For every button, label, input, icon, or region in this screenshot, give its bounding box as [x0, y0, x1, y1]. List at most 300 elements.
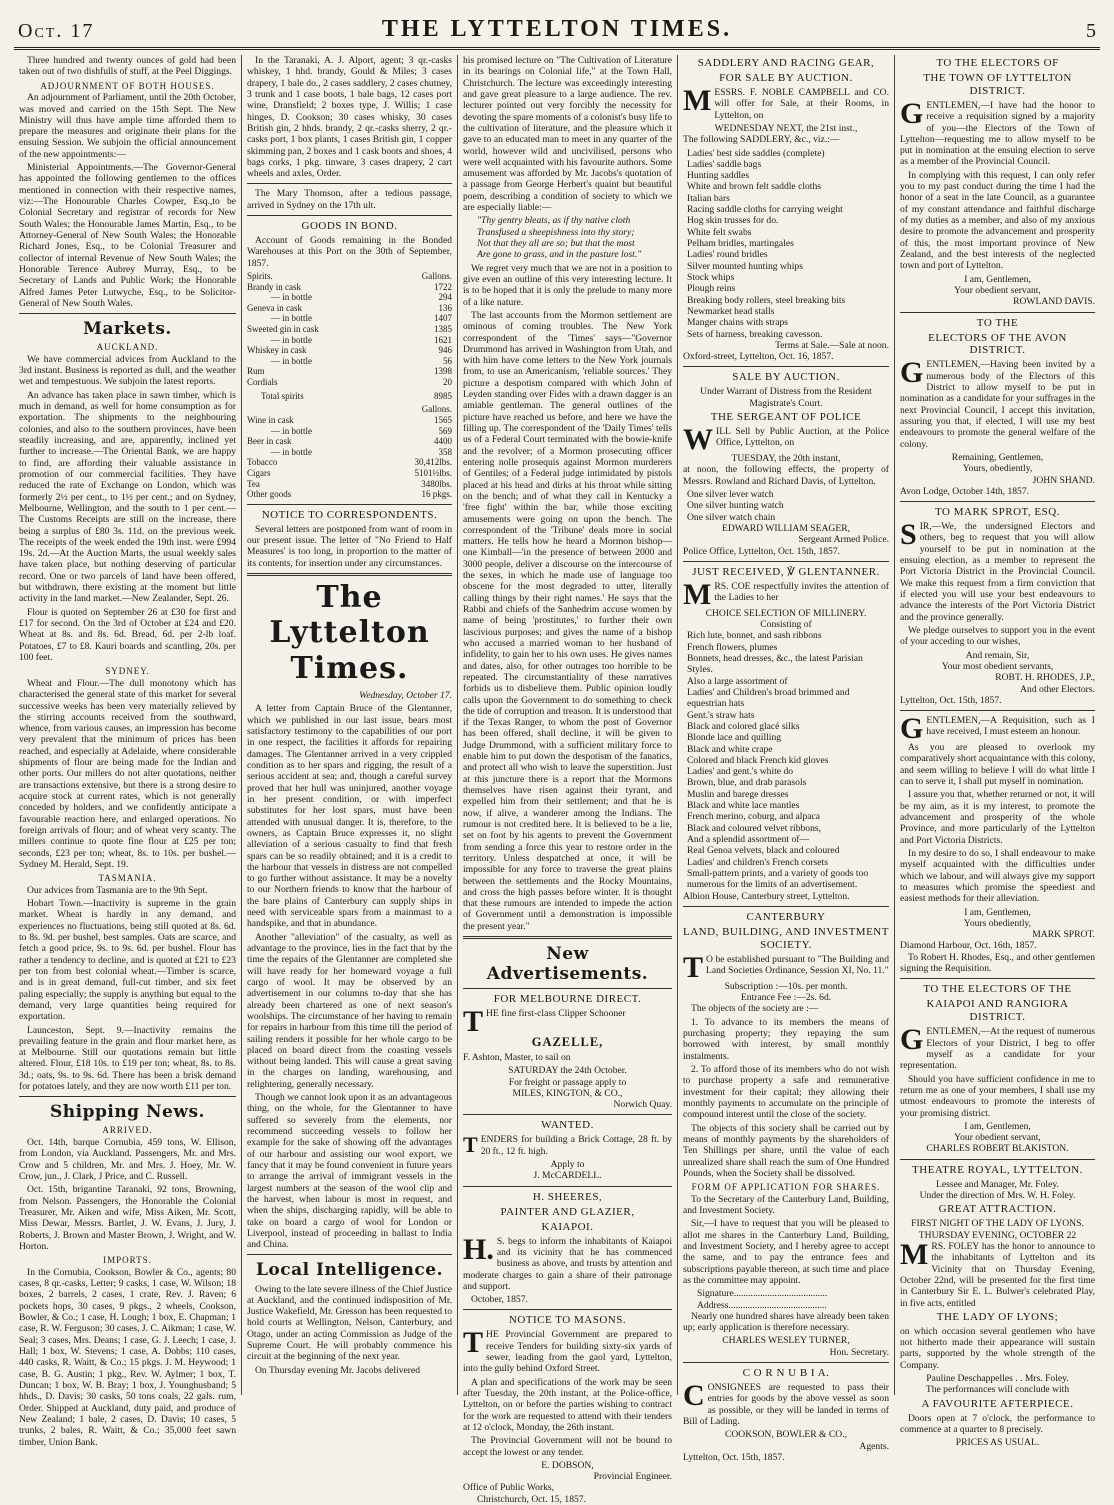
coe-consisting: Consisting of: [760, 619, 812, 631]
list-item: Ladies' and children's French corsets: [687, 856, 828, 868]
theatre-conclude: The performances will conclude with: [925, 1384, 1070, 1396]
coe-choice: CHOICE SELECTION OF MILLINERY.: [705, 607, 867, 619]
sydney-paragraph: Wheat and Flour.—The dull monotony which has characterised the general state of this market for several successive weeks has been very materially relieved by the stirring accounts received from the southward, whence, from various causes, an impression has become very prevalent that the minimum of prices has been reached, and especially at Adelaide, where considerable shipments of flour are being made for the Indian and other ports. Our millers do not alter quotations, neither are transactions extensive, but there is a strong desire to acquire stock at current rates, which is not generally conceded by holders, and we confidently anticipate a favourable reaction here, and enlarged operations. No foreign arrivals of flour; and of wheat very scanty. The millers continue to quote fine flour at £25 per ton; seconds, £23 per ton; wheat, 8s. to 10s. per bushel.—Sydney M. Herald, Sept. 19.: [19, 677, 236, 870]
bond-item-name: — in bottle: [271, 355, 312, 366]
regret-paragraph: We regret very much that we are not in a position to give even an outline of this very interesting lecture. It is to be hoped that it is only the prelude to many more of a like nature.: [463, 262, 672, 308]
sprot-pledge: We pledge ourselves to support you in the event of your acceding to our wishes,: [900, 624, 1095, 648]
society-heading: CANTERBURY: [746, 910, 826, 923]
society-objects: The objects of the society are :—: [691, 1003, 819, 1015]
bond-intro: Account of Goods remaining in the Bonded Warehouses at this Port on the 30th of September, 1857.: [247, 235, 452, 269]
drop-cap: G: [900, 1023, 924, 1057]
list-item: Pelham bridles, martingales: [687, 238, 794, 249]
theatre-play: THE LADY OF LYONS;: [936, 1310, 1059, 1323]
sprot-date: Lyttelton, Oct. 15th, 1857.: [900, 694, 1002, 706]
bond-item-name: Whiskey in cask: [247, 345, 307, 356]
notice-heading: NOTICE TO CORRESPONDENTS.: [261, 508, 438, 521]
sale-paragraph: WILL Sell by Public Auction, at the Police Office, Lyttelton, on: [683, 423, 889, 456]
table-row: [247, 303, 452, 314]
bond-item-value: 4400: [434, 436, 452, 447]
list-item: Gent.'s straw hats: [687, 709, 755, 721]
bond-item-value: 569: [438, 425, 452, 436]
table-row: [247, 426, 452, 437]
saddlery-when: WEDNESDAY NEXT, the 21st inst.,: [714, 122, 858, 134]
adjournment-heading: ADJOURNMENT OF BOTH HOUSES.: [40, 80, 215, 91]
leader-paragraph: A letter from Captain Bruce of the Glentanner, which we published in our last issue, bears most satisfactory testimony to the capabilities of our port in one respect, the facilities it affords for repairing damages. The Glentanner arrived in a very crippled condition as to her spars and rigging, the result of a serious accident at sea; and, though a careful survey proved that her hull was uninjured, another voyage in her present condition, or with imperfect substitutes for her lost spars, must have been attended with unusual danger. It is, therefore, to the owners, as Captain Bruce expresses it, no slight alleviation of a serious casualty to find that fresh spars can be so readily obtained; and it is a credit to the harbour that vessels in distress are not compelled to go further without assistance. It may be a novelty to our Northern friends to know that the harbour of the bare plains of Canterbury can supply ships in need with serviceable spars from a mainmast to a handspike, and that in abundance.: [247, 703, 452, 930]
table-row: [247, 489, 452, 500]
melbourne-paragraph: THE fine first-class Clipper Schooner: [463, 1005, 626, 1039]
melbourne-apply: For freight or passage apply to: [508, 1076, 627, 1088]
saddlery-following: The following SADDLERY, &c., viz.:—: [683, 134, 840, 146]
list-item: Ladies' round bridles: [687, 249, 768, 261]
mary-thomson-paragraph: The Mary Thomson, after a tedious passage, arrived in Sydney on the 17th ult.: [247, 188, 452, 211]
list-item: Plough reins: [687, 283, 736, 295]
table-row: [247, 436, 452, 447]
form-signature: Signature.......................................: [697, 1288, 828, 1300]
gallons-label: Gallons.: [421, 270, 452, 281]
divider: [900, 710, 1095, 711]
coe-heading: JUST RECEIVED, ℣ GLENTANNER.: [692, 565, 880, 578]
saddlery-sub: FOR SALE BY AUCTION.: [719, 71, 853, 84]
melbourne-place: Norwich Quay.: [613, 1099, 672, 1111]
sheeres-date: October, 1857.: [471, 1294, 528, 1306]
shand-paragraph: GENTLEMEN,—Having been invited by a numerous body of the Electors of this District to allow myself to be put in nomination as a candidate for your suffrages in the next Provincial Council, I accept this invitation, assuring you that, if elected, I will use my best endeavours to promote the general welfare of the colony.: [900, 356, 1095, 450]
reply-paragraph-4: In my desire to do so, I shall endeavour to make myself acquainted with the difficulties under which we labour, and will always give my support to measures which promise the speediest and easiest methods for their alleviation.: [900, 847, 1095, 905]
column-3: [457, 55, 677, 1505]
davis-heading: TO THE ELECTORS OF: [936, 57, 1059, 69]
davis-close: I am, Gentlemen,: [964, 273, 1031, 285]
issue-date: Oct. 17: [18, 20, 95, 42]
table-row: [247, 468, 452, 479]
divider: [463, 936, 672, 939]
coe-paragraph: MRS. COE respectfully invites the attention of the Ladies to her: [683, 577, 889, 611]
shand-heading: TO THE: [976, 316, 1019, 329]
blakiston-close: I am, Gentlemen,: [964, 1120, 1031, 1132]
column-4: [677, 55, 894, 1463]
society-entrance: Entrance Fee :—2s. 6d.: [740, 992, 832, 1004]
sale-heading: SALE BY AUCTION.: [732, 371, 840, 384]
table-row: [247, 324, 452, 335]
list-item: French flowers, plumes: [687, 641, 778, 653]
wanted-apply: Apply to: [550, 1159, 585, 1171]
drop-cap: M: [900, 1237, 929, 1271]
masons-name: E. DOBSON,: [541, 1459, 594, 1471]
bond-item-name: — in bottle: [271, 292, 312, 303]
coe-list: [683, 630, 889, 890]
drop-cap: C: [683, 1379, 705, 1413]
sale-name: EDWARD WILLIAM SEAGER,: [722, 522, 850, 534]
mormon-paragraph: The last accounts from the Mormon settlement are ominous of coming troubles. The New York correspondent of the 'Times' says—"Governor Drummond has arrived in Washington from Utah, and with him have come letters to the New York journals from, to use an Americanism, 'reliable sources.' They picture a despotism compared with which John of Leyden standing over Fides with a drawn dagger is an amiable gentleman. The general outlines of the picture have reached us before, and here we have the filling up. The correspondent of the 'Daily Times' tells us of a Federal Court terminated with the bowie-knife and the revolver; of a Mormon prosecuting officer entering nolle prosequis against Mormon murderers of Gentiles; of a Federal judge intimidated by pistols placed at his head and dirks at his throat while sitting on the bench; and of what they call in Kentucky a 'free fight' within the bar, while those exciting amusements were going on upon the bench. The correspondent of the 'Tribune' deals more in social matters. He tells how he heard a Mormon bishop—one Kimball—'in the presence of between 2000 and 3000 people, deliver a discourse on the intercourse of the sexes, in which he made use of language too obscene for the most degraded to utter, literally calling things by their right names.' He says that the Rabbi and chiefs of the Sanhedrim accuse women by name of being 'prostitutes,' to further their own lascivious purposes; and gives the name of a bishop who accused a married woman to her husband of infidelity, to gain her to his own uses. He gives names and dates, also, for other outrages too horrible to be repeated. The circumstantiality of these narratives forbids us to disbelieve them. Public opinion loudly calls upon the Government to do something to check the tide of corruption and treason. It is understood that if the Texas Ranger, to whom the post of Governor has been offered, shall decline, it will be given to Judge Drummond, with a sufficient military force to enable him to put down the despotism of the fanatics, and protect all who wish to leave the superstition. Just at this juncture there is a report that the Mormons themselves have risen against their tyrant, and expelled him from their settlement; and that he is now, if alive, a wanderer among the Indians. The rumour is not credited here. It is believed to be a lie, set on foot by his agents to prevent the Government from sending a force this year to restore order in the territory. Unless despatched at once, it will be impossible for any force to traverse the great plains between the settlements and the Rocky Mountains, and cross the high passes before winter. It is thought that these rumours are intended to impede the action of Government until a demonstration is impossible the present year.": [463, 309, 672, 932]
form-name: CHARLES WESLEY TURNER,: [722, 1335, 850, 1347]
shipping-heading: Shipping News.: [50, 1102, 205, 1123]
bond-item-value: 1621: [434, 334, 452, 345]
table-row: [247, 356, 452, 367]
hobart-paragraph: Hobart Town.—Inactivity is supreme in the grain market. Wheat is hardly in any demand, and experiences no fluctuations, being still quoted at 8s. 6d. to 8s. 9d. per bushel, best samples. Oats are scarce, and fetch a good price, 9s. to 9s. 6d. per bushel. Flour has rather a tendency to decline, and is quoted at £21 to £23 per ton from best colonial wheat.—Timber is scarce, and is in great demand, full-cut timber, and six feet paling especially; the supply is anything but equal to the demand, very large quantities being required for exportation.: [19, 898, 236, 1023]
arrived-heading: ARRIVED.: [102, 1125, 153, 1136]
drop-cap: T: [683, 950, 704, 984]
bond-item-name: Cordials: [247, 377, 278, 388]
sale-warrant: Under Warrant of Distress from the Resident Magistrate's Court.: [700, 386, 872, 409]
shand-close: Remaining, Gentlemen,: [951, 451, 1044, 463]
list-item: Rich lute, bonnet, and sash ribbons: [687, 630, 822, 642]
newspaper-title: THE LYTTELTON TIMES.: [381, 16, 733, 42]
divider: [900, 1159, 1095, 1160]
gold-paragraph: Three hundred and twenty ounces of gold had been taken out of two dishfulls of stuff, at the Peel Diggings.: [19, 55, 236, 78]
list-item: White felt swabs: [687, 226, 752, 238]
masons-heading: NOTICE TO MASONS.: [508, 1314, 627, 1327]
davis-paragraph: GENTLEMEN,—I have had the honor to receive a requisition signed by a majority of you—the Electors of the Town of Lyttelton—requesting me to allow myself to be put in nomination at the ensuing election to serve as a member of the Provincial Council.: [900, 96, 1095, 168]
table-row: [247, 447, 452, 458]
bond-spirits-table: [247, 271, 452, 388]
reply-paragraph-3: I assure you that, whether returned or not, it will be my aim, as it is my interest, to promote the advancement and prosperity of the whole Province, and more particularly of the Lyttelton and Port Victoria Districts.: [900, 789, 1095, 846]
table-row: [247, 415, 452, 426]
sprot-paragraph: SIR,—We, the undersigned Electors and others, beg to request that you will allow yourself to be put in nomination at the ensuing election, as a member to represent the Port Victoria District in the Provincial Council. We make this request from a firm conviction that if elected you will use your best endeavours to advance the interests of the Port Victoria District and the province generally.: [900, 518, 1095, 623]
table-row: [247, 479, 452, 490]
form-paragraph: Sir,—I have to request that you will be pleased to allot me shares in the Canterbury Land, Building, and Investment Society, and I hereby agree to accept the same, and to pay the entrance fees and subscriptions payable thereon, at such time and place as the committee may appoint.: [683, 1218, 889, 1286]
drop-cap: H.: [463, 1232, 494, 1266]
bond-item-name: Rum: [247, 366, 265, 377]
taranaki-paragraph: In the Taranaki, A. J. Alport, agent; 3 qr.-casks whiskey, 1 hhd. brandy, Gould & Miles; 3 cases drapery, 1 bale do., 2 cases saddlery, 2 cases chutney, 3 trunk and 1 case boots, 1 bale bags, 12 cases port wine, Dransfield; 2 boxes type, J. Willis; 1 case hinges, D. Cookson; 30 cases whisky, 30 cases British gin, 2 hhds. brandy, 2 qr.-casks sherry, 2 qr.-casks port, 1 box plants, 1 cases British gin, 1 copper skimming pan, 2 boxes and 1 cask boots and shoes, 4 bags corks, 1 pkg. tinware, 3 cases drapery, 2 cart wheels and axles, Order.: [247, 55, 452, 180]
divider: [247, 183, 452, 184]
form-taken: Nearly one hundred shares have already been taken up; early application is therefore necessary.: [683, 1310, 889, 1334]
advance-paragraph: An advance has taken place in sawn timber, which is much in demand, as well for home consumption as for exportation. The shipments to the neighbouring colonies, and also to the southern provinces, have been steadily increasing, and are, apparently, inclined yet further to increase.—The Oriental Bank, we are happy to find, are affording their valuable assistance in promotion of our commercial facilities. They have reduced the rate of Exchange on London, which was formerly 2½ per cent., to 1½ per cent.; and on Sydney, Melbourne, Wellington, and the south to 1 per cent.—The Customs Receipts are still on the increase, there being a surplus of £80 3s. 11d. on the previous week. The receipts of the week ended the 19th inst. were £994 19s. 2d.—At the Auction Marts, the usual weekly sales have taken place, but nothing deserving of particular record. One or two parcels of land have been offered, but withdrawn, there existing at the moment but little activity in the land market.—New Zealander, Sept. 26.: [19, 389, 236, 605]
jacobs-paragraph: On Thursday evening Mr. Jacobs delivered: [255, 1364, 421, 1376]
column-1: [14, 55, 241, 1448]
list-item: Muslin and barege dresses: [687, 788, 789, 800]
theatre-attraction: GREAT ATTRACTION.: [938, 1203, 1057, 1216]
sheeres-heading: H. SHEERES,: [532, 1190, 603, 1203]
sale-property: at noon, the following effects, the property of Messrs. Rowland and Richard Davis, of Lyttelton.: [683, 464, 889, 487]
cornubia-agents-title: Agents.: [859, 1440, 889, 1452]
divider: [463, 988, 672, 989]
bond-item-name: — in bottle: [271, 334, 312, 345]
bond-item-name: — in bottle: [271, 313, 312, 324]
list-item: Newmarket head stalls: [687, 305, 775, 317]
society-object-2: 2. To afford those of its members who do not wish to purchase property a safe and remunerative investment for their capital; they allowing their monthly payments to accumulate on the principle of compound interest until the close of the society.: [683, 1064, 889, 1121]
divider: [900, 501, 1095, 502]
saddlery-date: Oxford-street, Lyttelton, Oct. 16, 1857.: [683, 351, 834, 363]
divider: [683, 366, 889, 367]
list-item: Black and white lace mantles: [687, 800, 800, 812]
cornubia-date: Lyttelton, Oct. 15th, 1857.: [683, 1451, 785, 1463]
blakiston-heading-2: KAIAPOI AND RANGIORA DISTRICT.: [926, 998, 1069, 1024]
bond-item-value: 5101½lbs.: [414, 467, 452, 478]
shand-date: Avon Lodge, October 14th, 1857.: [900, 485, 1030, 497]
reply-name: MARK SPROT.: [1032, 929, 1095, 941]
reply-date: Diamond Harbour, Oct. 16th, 1857.: [900, 940, 1037, 952]
drop-cap: G: [900, 96, 924, 130]
sprot-close: And remain, Sir,: [965, 649, 1030, 661]
lecture-paragraph: his promised lecture on "The Cultivation of Literature in its bearings on Colonial life," at the Town Hall, Christchurch. The lecture was exceedingly interesting and gave great pleasure to a large audience. The rev. lecturer pointed out very forcibly the necessity for devoting the spare moments of a colonist's busy life to the cultivation of literature, and the pleasure which it gave to an educated man to meet in any quarter of the world, however wild and uncivilised, persons who were well acquainted with his favourite authors. Some amusement was afforded by Mr. Jacobs's quotation of a passage from George Herbert's quaint but beautiful poem, describing a condition of society to which we are especially liable:—: [463, 55, 672, 214]
reply-close-2: Yours obediently,: [963, 917, 1032, 929]
bond-item-value: 56: [443, 355, 452, 366]
cornubia-agents: COOKSON, BOWLER & CO.,: [724, 1429, 848, 1441]
imports-paragraph: In the Cornubia, Cookson, Bowler & Co., agents; 80 cases, 8 qr.-casks, Letter; 9 casks, 1 case, W. Wilson; 18 boxes, 2 barrels, 2 cases, 1 crate, Rev. J. Raven; 6 pockets hops, 30 cases, 9 pkgs., 2 wheels, Cookson, Bowler, & Co.; 1 case, H. Lough; 1 box, E. Chapman; 1 case, R. W. Ferguson; 30 cases, J. C. Aikman; 1 case, W. Seal; 3 cases, Mrs. Deans; 1 case, G. J. Leech; 1 case, J. Hall; 1 box, W. Stevens; 1 case, A. Dobbs; 110 cases, 440 casks, R. Waitt, & Co.; 15 pkgs. J. M. Heywood; 1 case, B. G. Austin; 1 pkg., Rev. W. Aylmer; 1 box, T. Duncan; 1 box, W. B. Bray; 1 box, J. Younghusband; 5 hhds., D. Davis; 30 casks, 50 tons coals, 22 gals. rum, Order. Shipped at Auckland, duty paid, and produce of New Zealand; 1 bale, 2 cases, D. Davis; 10 cases, 5 trunks, 2 bales, R. Waitt, & Co.; 35,000 feet sawn timber, Union Bank.: [19, 1266, 236, 1448]
list-item: White and brown felt saddle cloths: [687, 181, 822, 193]
poem-block: [477, 215, 672, 260]
divider: [19, 1096, 236, 1097]
list-item: Small-pattern prints, and a variety of goods too numerous for the limits of an advertisement.: [687, 867, 869, 891]
divider: [683, 561, 889, 562]
table-row: [247, 313, 452, 324]
poem-line: Not that they all are so; but that the most: [477, 238, 635, 249]
bond-item-value: 1722: [434, 281, 452, 292]
drop-cap: W: [683, 423, 713, 456]
masons-paragraph: THE Provincial Government are prepared to receive Tenders for building sixty-six yards of sewer, leading from the gaol yard, Lyttelton, into the gully behind Oxford Street.: [463, 1326, 672, 1375]
theatre-paragraph: MRS. FOLEY has the honor to announce to the inhabitants of Lyttelton and its Vicinity that on Thursday Evening, October 22nd, will be presented for the first time in Canterbury Sir E. L. Bulwer's celebrated Play, in five acts, entitled: [900, 1237, 1095, 1309]
theatre-cast: Pauline Deschappelles . . Mrs. Foley.: [926, 1373, 1069, 1385]
spirits-label: Spirits.: [247, 270, 273, 281]
cornubia-heading: C O R N U B I A.: [742, 1367, 830, 1380]
bond-other-table: [247, 404, 452, 499]
table-row: [247, 457, 452, 468]
tasmania-heading: TASMANIA.: [98, 873, 157, 884]
theatre-direction: Under the direction of Mrs. W. H. Foley.: [919, 1190, 1076, 1202]
society-heading-2: LAND, BUILDING, AND INVESTMENT SOCIETY.: [683, 925, 889, 951]
table-header-row: [247, 271, 452, 282]
bond-item-name: — in bottle: [271, 446, 312, 457]
divider: [247, 504, 452, 505]
reply-to: To Robert H. Rhodes, Esq., and other gentlemen signing the Requisition.: [900, 951, 1095, 975]
markets-heading: Markets.: [83, 319, 172, 340]
total-label: Total spirits: [261, 390, 304, 401]
melbourne-master: F. Ashton, Master, to sail on: [463, 1051, 571, 1063]
sheeres-place: KAIAPOI.: [541, 1220, 594, 1233]
sale-title: Sergeant Armed Police.: [798, 534, 889, 546]
form-heading: FORM OF APPLICATION FOR SHARES.: [691, 1182, 881, 1193]
bond-item-name: Brandy in cask: [247, 281, 301, 292]
sheeres-sub: PAINTER AND GLAZIER,: [500, 1205, 635, 1218]
davis-paragraph-2: In complying with this request, I can only refer you to my past conduct during the time I had the honor of a seat in the late Council, as a guarantee of my constant attendance and faithful discharge of my duties as a member, and also of my anxious desire to promote the advancement and prosperity of this, the most important province of New Zealand, and the best interests of the neglected town and port of Lyttelton.: [900, 169, 1095, 272]
list-item: Ladies' saddle bags: [687, 158, 762, 170]
leader-masthead: The Lyttelton Times.: [269, 579, 430, 686]
columns: [14, 55, 1100, 1505]
sale-sergeant: THE SERGEANT OF POLICE: [710, 411, 862, 424]
blakiston-paragraph-2: Should you have sufficient confidence in me to return me as one of your members, I shall use my utmost endeavours to promote the interests of your promising district.: [900, 1073, 1095, 1119]
page-number: 5: [1086, 20, 1096, 42]
theatre-lessee: Lessee and Manager, Mr. Foley.: [936, 1178, 1059, 1190]
shand-name: JOHN SHAND.: [1032, 474, 1095, 486]
davis-name: ROWLAND DAVIS.: [1013, 296, 1095, 308]
sale-list: [683, 489, 889, 523]
table-row: [247, 366, 452, 377]
list-item: Manger chains with straps: [687, 317, 788, 329]
list-item: Ladies' and gent.'s white do: [687, 766, 794, 778]
masons-plan: A plan and specifications of the work may be seen after Tuesday, the 20th instant, at the Police-office, Lyttelton, on or before the parties wishing to contract for the work are requested to attend with their tenders at 12 o'clock, Monday, the 26th instant.: [463, 1376, 672, 1433]
bond-item-name: Tea: [247, 478, 260, 489]
sale-when: TUESDAY, the 20th instant,: [731, 453, 841, 464]
local-paragraph: Owing to the late severe illness of the Chief Justice at Auckland, and the continued indisposition of Mr. Justice Wakefield, Mr. Gresson has been requested to hold courts at Wellington, Nelson, Canterbury, and Otago, under an acting Commission as Judge of the Supreme Court. He will probably commence his circuit at the beginning of the next year.: [247, 1283, 452, 1363]
table-row: [247, 377, 452, 388]
society-subscription: Subscription :—10s. per month.: [724, 980, 848, 992]
divider: [247, 573, 452, 576]
theatre-occasion: on which occasion several gentlemen who have not hitherto made their appearance will sustain parts, supported by the whole strength of the Company.: [900, 1325, 1095, 1371]
divider: [463, 1114, 672, 1115]
table-row: [247, 292, 452, 303]
list-item: Hunting saddles: [687, 170, 750, 182]
list-item: Black and coloured velvet ribbons,: [687, 822, 822, 834]
ministerial-paragraph: Ministerial Appointments.—The Governor-General has appointed the following gentlemen to the offices mentioned in connection with their respective names, viz:—The Honourable Charles Cowper, Esq.,to be Colonial Secretary and registrar of records for New South Wales; the Honourable James Martin, Esq., to be Attorney-General of New South Wales; the Honorable Richard Jones, Esq., to be Colonial Treasurer and collector of internal Revenue of New South Wales; the Honorable Terence Aubrey Murray, Esq., to be Secretary of Lands and Public Work; the Honorable Alfred James Peter Lutwyche, Esq., to be Solicitor-General of New South Wales.: [19, 162, 236, 309]
masons-date: Christchurch, Oct. 15, 1857.: [477, 1493, 586, 1505]
form-title: Hon. Secretary.: [829, 1346, 889, 1358]
drop-cap: G: [900, 356, 924, 390]
blakiston-close-2: Your obedient servant,: [954, 1132, 1041, 1144]
divider: [463, 1186, 672, 1187]
shand-close-2: Yours, obediently,: [962, 463, 1033, 475]
blakiston-paragraph: GENTLEMEN,—At the request of numerous Electors of your District, I beg to offer myself as a candidate for your representation.: [900, 1023, 1095, 1072]
divider: [19, 313, 236, 314]
divider: [900, 978, 1095, 979]
divider: [683, 1362, 889, 1363]
drop-cap: T: [463, 1132, 478, 1158]
bond-item-value: 1565: [434, 414, 452, 425]
table-row: [247, 391, 452, 402]
melbourne-heading: FOR MELBOURNE DIRECT.: [493, 993, 642, 1006]
divider: [900, 312, 1095, 313]
saddlery-heading: SADDLERY AND RACING GEAR,: [697, 57, 875, 69]
bond-item-value: 1385: [434, 324, 452, 335]
masons-title: Provincial Engineer.: [593, 1471, 672, 1483]
blakiston-name: CHARLES ROBERT BLAKISTON.: [926, 1143, 1069, 1155]
shand-heading-2: ELECTORS OF THE AVON DISTRICT.: [928, 331, 1067, 357]
melbourne-date: SATURDAY the 24th October.: [508, 1065, 627, 1077]
total-value: 8985: [434, 390, 452, 401]
bond-item-name: Sweeted gin in cask: [247, 324, 319, 335]
society-object-1: 1. To advance to its members the means of purchasing property; they repaying the sum borrowed with interest, by small monthly instalments.: [683, 1016, 889, 1062]
gallons-label: Gallons.: [421, 404, 452, 415]
drop-cap: T: [463, 1326, 484, 1360]
theatre-prices: PRICES AS USUAL.: [955, 1437, 1040, 1449]
sprot-name: ROBT. H. RHODES, J.P.,: [995, 672, 1095, 684]
theatre-afterpiece: A FAVOURITE AFTERPIECE.: [921, 1397, 1074, 1410]
list-item: One silver hunting watch: [687, 500, 784, 512]
davis-heading-2: THE TOWN OF LYTTELTON DISTRICT.: [923, 71, 1072, 97]
list-item: Silver mounted hunting whips: [687, 260, 803, 272]
list-item: Racing saddle cloths for carrying weight: [687, 204, 843, 216]
list-item: French merino, coburg, and alpaca: [687, 811, 821, 823]
bond-item-value: 294: [438, 292, 452, 303]
leader-paragraph: Another "alleviation" of the casualty, as well as advantage to the province, lies in the fact that by the time the repairs of the Glentanner are completed she will have ready for her homeward voyage a full cargo of wool. It may be observed by an advertisement in our columns to-day that she has already been chartered as one of next season's woolships. The circumstance of her having to remain for repairs in harbour from this time till the period of sailing renders it possible for her whole cargo to be placed on board direct from the coasting vessels without being landed. This will cause a great saving in the charges on landing, warehousing, and relightering, generally necessary.: [247, 931, 452, 1090]
list-item: Breaking body rollers, steel breaking bits: [687, 294, 846, 306]
poem-line: "Thy gentry bleats, as if thy native cloth: [477, 215, 631, 227]
blakiston-heading: TO THE ELECTORS OF THE: [923, 983, 1072, 996]
arrived-paragraph: Oct. 14th, barque Cornubia, 459 tons, W. Ellison, from London, via Auckland. Passengers, Mr. and Mrs. Crow and 5 children, Mr. and Mrs. J. Hoey, Mr. W. Crow, jun., J. Clark, J Price, and C. Russell.: [19, 1137, 236, 1183]
divider: [463, 1309, 672, 1310]
sprot-close-2: Your most obedient servants,: [941, 660, 1054, 672]
table-row: [247, 345, 452, 356]
leader-paragraph: Though we cannot look upon it as an advantageous thing, on the whole, for the Glentanner to have suffered so severely from the elements, nor recommend succeeding vessels to follow her example for the sake of showing off the advantages of our harbour and assisting our wool export, we fancy that it may be found convenient in future years to arrange the arrival of immigrant vessels in the largest numbers at the season of the wool clip and the harvest, when labour is most in request, and when the ships, discharging rapidly, will be able to take on board a cargo of wool for London or Liverpool, instead of proceeding in ballast to India and China.: [247, 1092, 452, 1251]
table-header-row: [247, 404, 452, 415]
theatre-first: FIRST NIGHT OF THE LADY OF LYONS.: [911, 1218, 1084, 1230]
reply-paragraph-2: As you are pleased to overlook my comparatively short acquaintance with this colony, and seem willing to believe I will do what little I can to serve it, I shall put myself in nomination.: [900, 742, 1095, 788]
table-row: [247, 282, 452, 293]
list-item: Hog skin trusses for do.: [687, 215, 779, 227]
bond-item-name: Cigars: [247, 467, 271, 478]
list-item: Stock whips: [687, 271, 735, 283]
list-item: Bonnets, head dresses, &c., the latest Parisian Styles.: [687, 653, 863, 676]
list-item: Ladies' and Children's broad brimmed and equestrian hats: [687, 686, 850, 710]
bond-item-value: 946: [438, 345, 452, 356]
list-item: Sets of harness, breaking cavesson.: [687, 328, 823, 340]
arrived-paragraph: Oct. 15th, brigantine Taranaki, 92 tons, Browning, from Nelson. Passengers, the Honorable the Colonial Treasurer, Mr. Aiken and wife, Miss Aiken, Mr. Scott, Miss Dewar, Messrs. Bartlet, J. W. Evans, J. Jury, J. Roberts, J. Brown and Master Brown, J. Wright, and W. Horton.: [19, 1184, 236, 1252]
drop-cap: S: [900, 518, 917, 552]
saddlery-list: [683, 148, 889, 340]
bond-item-value: 136: [438, 302, 452, 313]
theatre-when: THURSDAY EVENING, OCTOBER 22: [918, 1229, 1077, 1241]
reply-paragraph: GENTLEMEN,—A Requisition, such as I have received, I must esteem an honour.: [900, 712, 1095, 746]
new-ads-heading: New Advertisements.: [486, 944, 649, 985]
imports-heading: IMPORTS.: [103, 1255, 152, 1266]
list-item: And a splendid assortment of—: [687, 834, 810, 846]
list-item: Ladies' best side saddles (complete): [687, 147, 825, 159]
bond-item-name: Other goods: [247, 489, 292, 500]
drop-cap: M: [683, 83, 712, 117]
bond-item-name: Geneva in cask: [247, 302, 302, 313]
bond-item-value: 30,412lbs.: [414, 457, 452, 468]
bond-item-value: 358: [438, 446, 452, 457]
list-item: Blonde lace and quilling: [687, 732, 782, 744]
society-paragraph: T O be established pursuant to "The Building and Land Societies Ordinance, Session XI, No. 11.": [683, 950, 889, 984]
poem-line: Are gone to grass, and in the pasture lost.": [477, 249, 642, 261]
saddlery-intro: MESSRS. F. NOBLE CAMPBELL and CO. will offer for Sale, at their Rooms, in Lyttelton, on: [683, 83, 889, 121]
launceston-paragraph: Launceston, Sept. 9.—Inactivity remains the prevailing feature in the grain and flour market here, as at Melbourne. Still our quotations remain but little altered. Flour, £18 10s. to £19 per ton; wheat, 8s. to 8s. 3d.; oats, 9s. to 9s. 6d. There has been a brisk demand for potatoes lately, and they are now worth £11 per ton.: [19, 1024, 236, 1093]
bond-item-name: — in bottle: [271, 425, 312, 436]
list-item: Also a large assortment of: [687, 675, 788, 687]
theatre-doors: Doors open at 7 o'clock, the performance to commence at a quarter to 8 precisely.: [900, 1412, 1095, 1435]
poem-line: Transfused a sheepishness into thy story;: [477, 226, 635, 238]
bond-item-value: 1398: [434, 366, 452, 377]
list-item: One silver watch chain: [687, 511, 776, 523]
divider: [247, 1254, 452, 1255]
masthead: [14, 8, 1100, 50]
bond-item-name: Beer in cask: [247, 436, 292, 447]
list-item: Colored and black French kid gloves: [687, 754, 829, 766]
sprot-others: And other Electors.: [1020, 683, 1095, 695]
flour-paragraph: Flour is quoted on September 26 at £30 for first and £17 for second. On the 3rd of October at £24 and £20. Wheat at 8s. and 8s. 6d. Bread, 6d. per 2-lb loaf. Potatoes, £7 to £8. Kauri boards and scantling, 20s. per 100 feet.: [19, 606, 236, 663]
bond-item-name: Wine in cask: [247, 414, 294, 425]
adjournment-paragraph: An adjournment of Parliament, until the 20th October, was moved and carried on the 15th Sept. The New Ministry will thus have ample time afforded them to prepare the measures and originate their plans for the ensuing Session. We subjoin the official announcement of the new appointments:—: [19, 92, 236, 160]
cornubia-paragraph: CONSIGNEES are requested to pass their entries for goods by the above vessel as soon as possible, or they will be landed in terms of Bill of Lading.: [683, 1379, 889, 1428]
wanted-name: J. McCARDELL.: [533, 1170, 602, 1182]
wanted-heading: WANTED.: [541, 1119, 594, 1132]
davis-close-2: Your obedient servant,: [954, 284, 1041, 296]
melbourne-agents: MILES, KINGTON, & CO.,: [512, 1087, 623, 1099]
bond-item-value: 1407: [434, 313, 452, 324]
local-heading: Local Intelligence.: [255, 1260, 444, 1281]
reply-close: I am, Gentlemen,: [964, 906, 1031, 918]
list-item: Black and colored glacé silks: [687, 720, 800, 732]
list-item: Italian bars: [687, 192, 730, 204]
sprot-heading: TO MARK SPROT, ESQ.: [935, 506, 1060, 519]
bond-total-table: [247, 391, 452, 402]
sheeres-paragraph: H. S. begs to inform the inhabitants of Kaiapoi and its vicinity that he has commenced business as above, and trusts by attention and moderate charges to gain a share of their patronage and support.: [463, 1232, 672, 1292]
list-item: Brown, blue, and drab parasols: [687, 777, 807, 789]
ship-name: GAZELLE,: [531, 1035, 604, 1050]
column-5: [894, 55, 1100, 1449]
bond-item-name: Tobacco: [247, 457, 278, 468]
divider: [247, 215, 452, 216]
notice-paragraph: Several letters are postponed from want of room in our present issue. The letter of "No Friend to Half Measures' is too long, in proportion to the matter of its contents, for insertion under any circumstances.: [247, 523, 452, 569]
bond-item-value: 16 pkgs.: [421, 489, 452, 500]
list-item: One silver lever watch: [687, 488, 774, 500]
drop-cap: G: [900, 712, 924, 746]
masons-office: Office of Public Works,: [463, 1482, 555, 1494]
drop-cap: T: [463, 1005, 484, 1039]
drop-cap: M: [683, 577, 712, 611]
form-address: Address.........................................: [697, 1299, 827, 1311]
society-objects-text: The objects of this society shall be carried out by means of monthly payments by the shareholders of Ten Shillings per share, until the value of each unrealized share shall reach the sum of One Hundred Pounds, when the Society shall be dissolved.: [683, 1122, 889, 1179]
bond-heading: GOODS IN BOND.: [301, 220, 398, 233]
tasmania-paragraph: Our advices from Tasmania are to the 9th Sept.: [27, 884, 208, 896]
